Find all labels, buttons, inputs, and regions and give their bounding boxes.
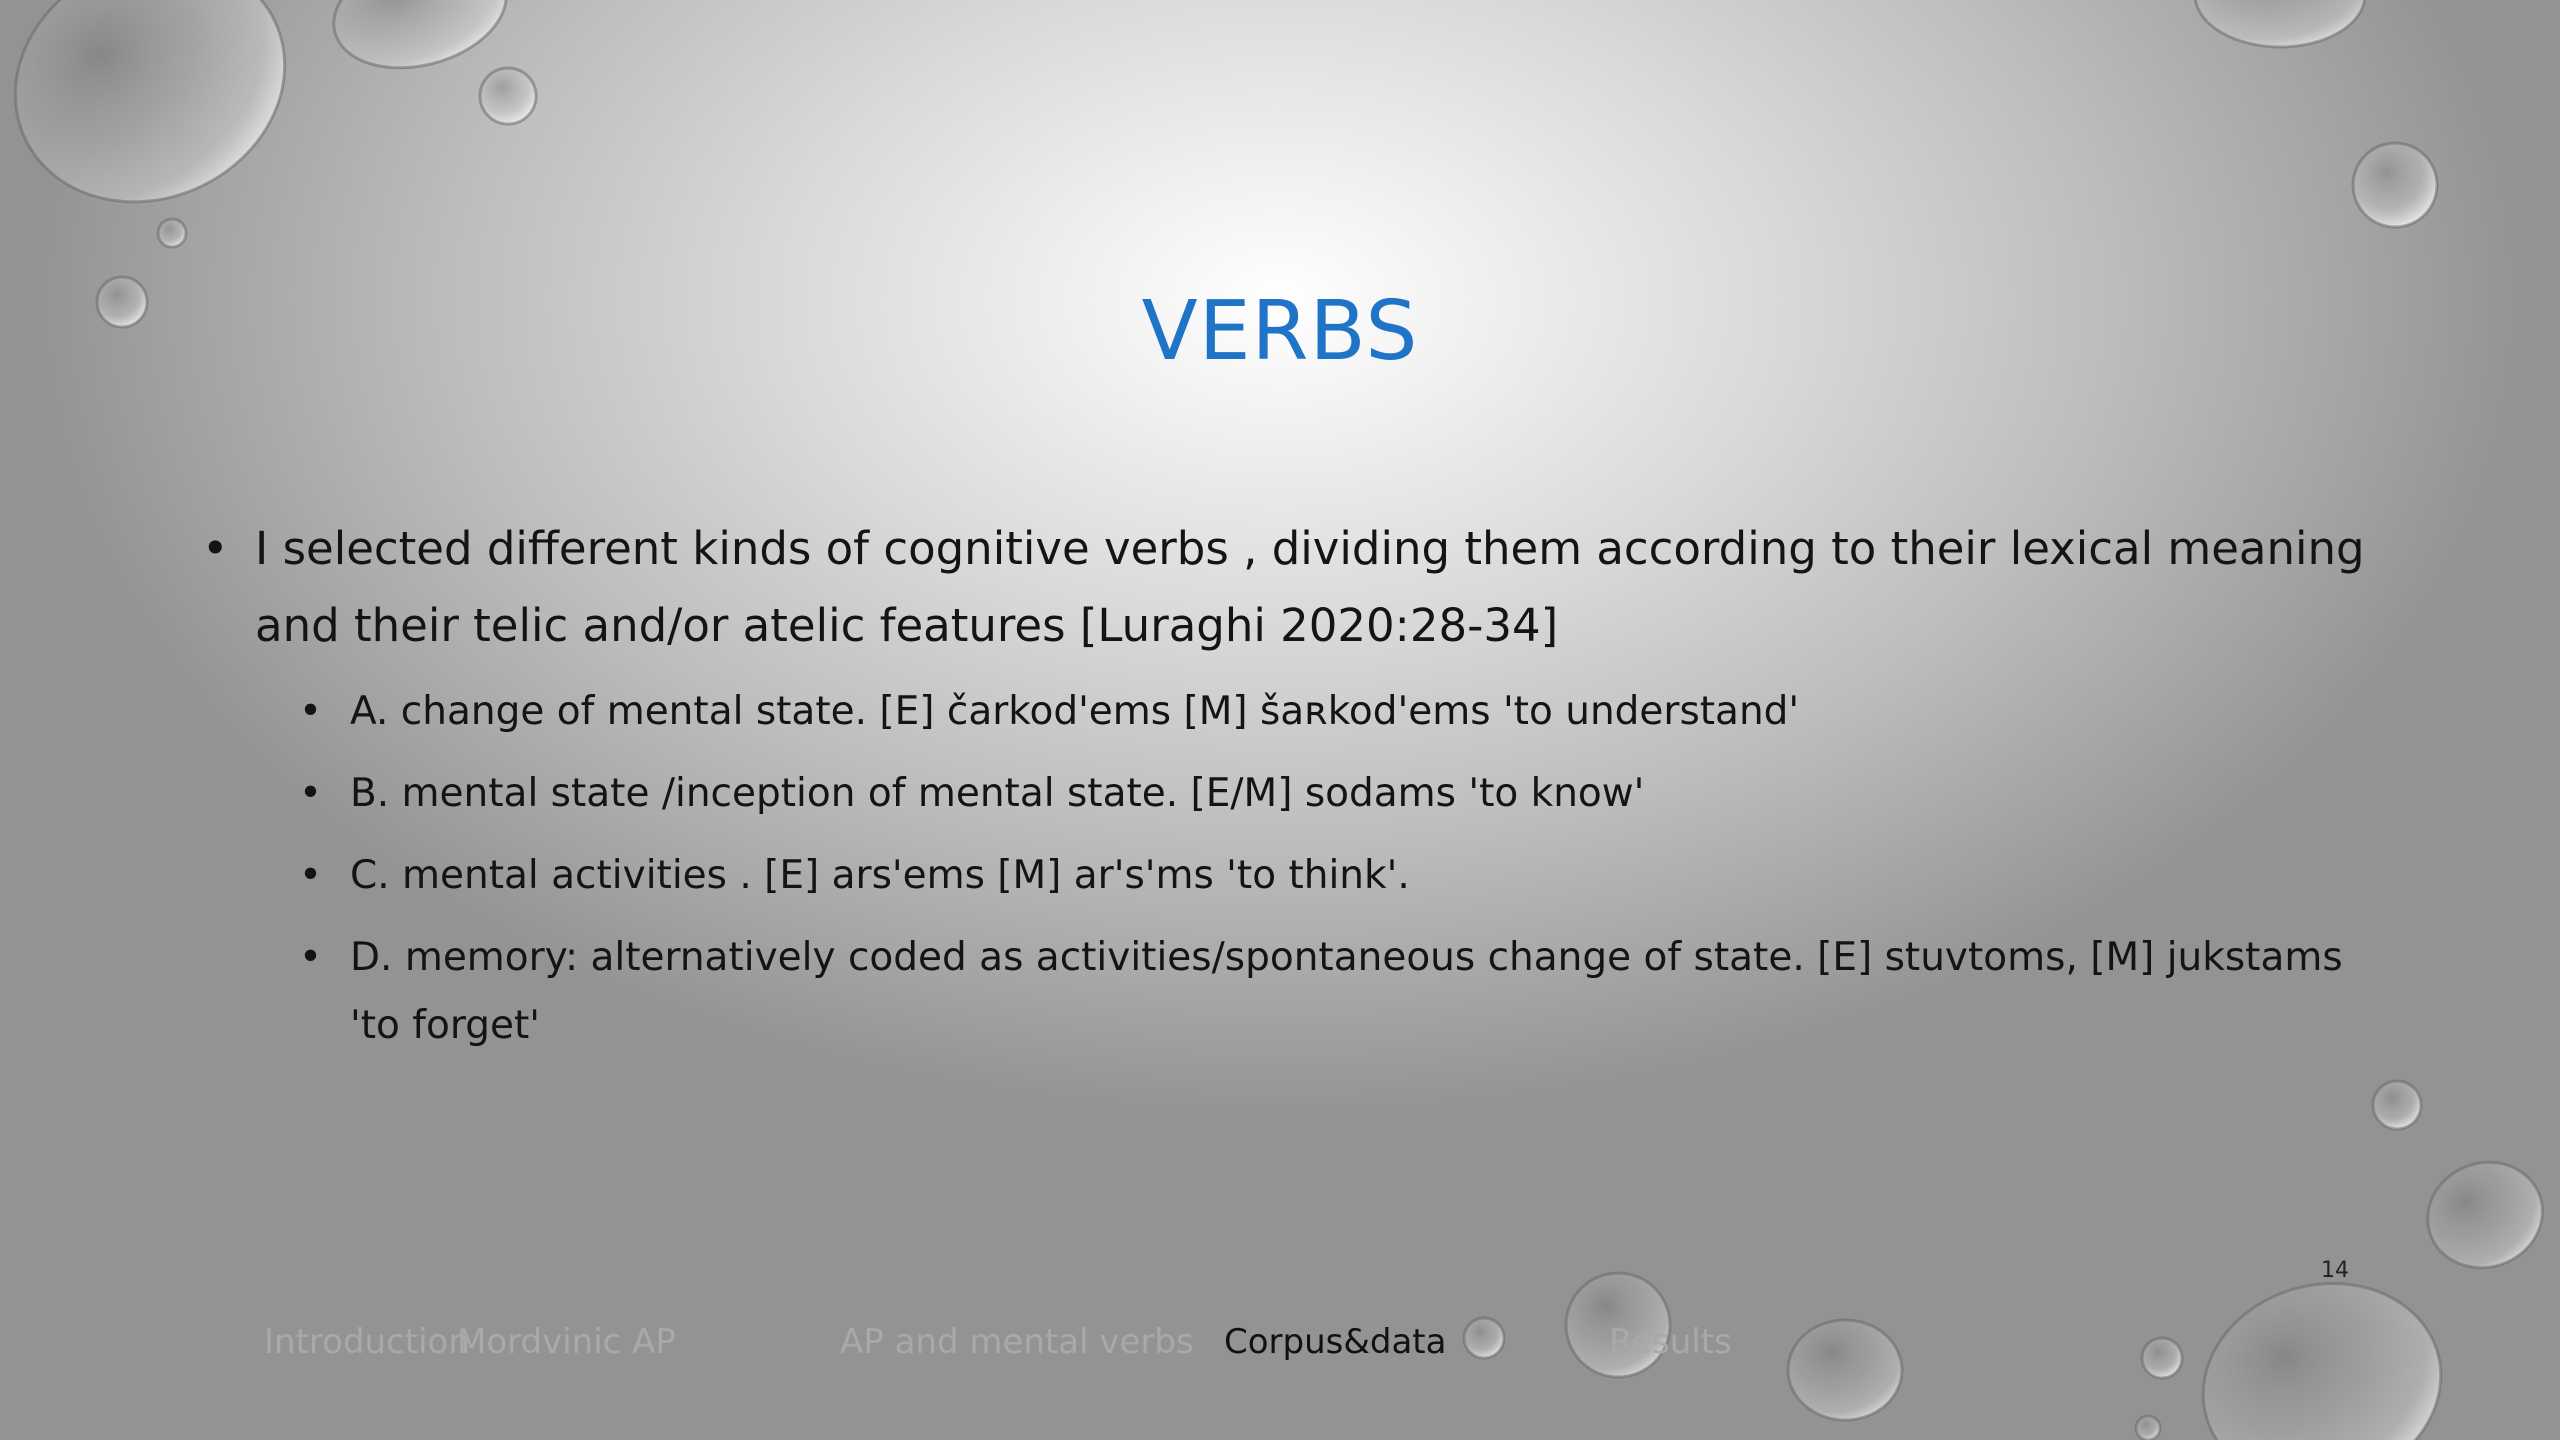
nav-item-mordvinic-ap[interactable]: Mordvinic AP (457, 1322, 676, 1362)
slide-body (200, 510, 2380, 1060)
nav-item-results[interactable]: Results (1609, 1322, 1732, 1362)
sub-bullet-item (295, 678, 2380, 746)
nav-item-corpus-data[interactable]: Corpus&data (1224, 1322, 1447, 1362)
sub-bullet-item (295, 842, 2380, 910)
sub-bullet-text: D. memory: alternatively coded as activities/spontaneous change of state. [E] stuvtoms, [M] jukstams 'to forget' (350, 935, 2343, 1048)
sub-bullet-text: B. mental state /inception of mental state. [E/M] sodams 'to know' (350, 771, 1645, 816)
sub-bullet-text: A. change of mental state. [E] čarkod'ems [M] šaʀkod'ems 'to understand' (350, 689, 1800, 734)
bullet-glyph: • (202, 522, 229, 575)
sub-bullet-item (295, 924, 2380, 1060)
bullet-glyph: • (299, 689, 323, 734)
bullet-glyph: • (299, 771, 323, 816)
bullet-glyph: • (299, 853, 323, 898)
bullet-text: I selected different kinds of cognitive verbs , dividing them according to their lexical meaning and their telic and/or atelic features [Luraghi 2020:28-34] (255, 522, 2365, 652)
bullet-item (200, 510, 2380, 664)
slide-title: VERBS (1141, 283, 1419, 379)
bullet-glyph: • (299, 935, 323, 980)
sub-bullet-text: C. mental activities . [E] ars'ems [M] ar's'ms 'to think'. (350, 853, 1410, 898)
page-number: 14 (2321, 1258, 2349, 1283)
nav-item-introduction[interactable]: Introduction (264, 1322, 470, 1362)
nav-item-ap-and-mental-verbs[interactable]: AP and mental verbs (840, 1322, 1194, 1362)
sub-bullet-item (295, 760, 2380, 828)
